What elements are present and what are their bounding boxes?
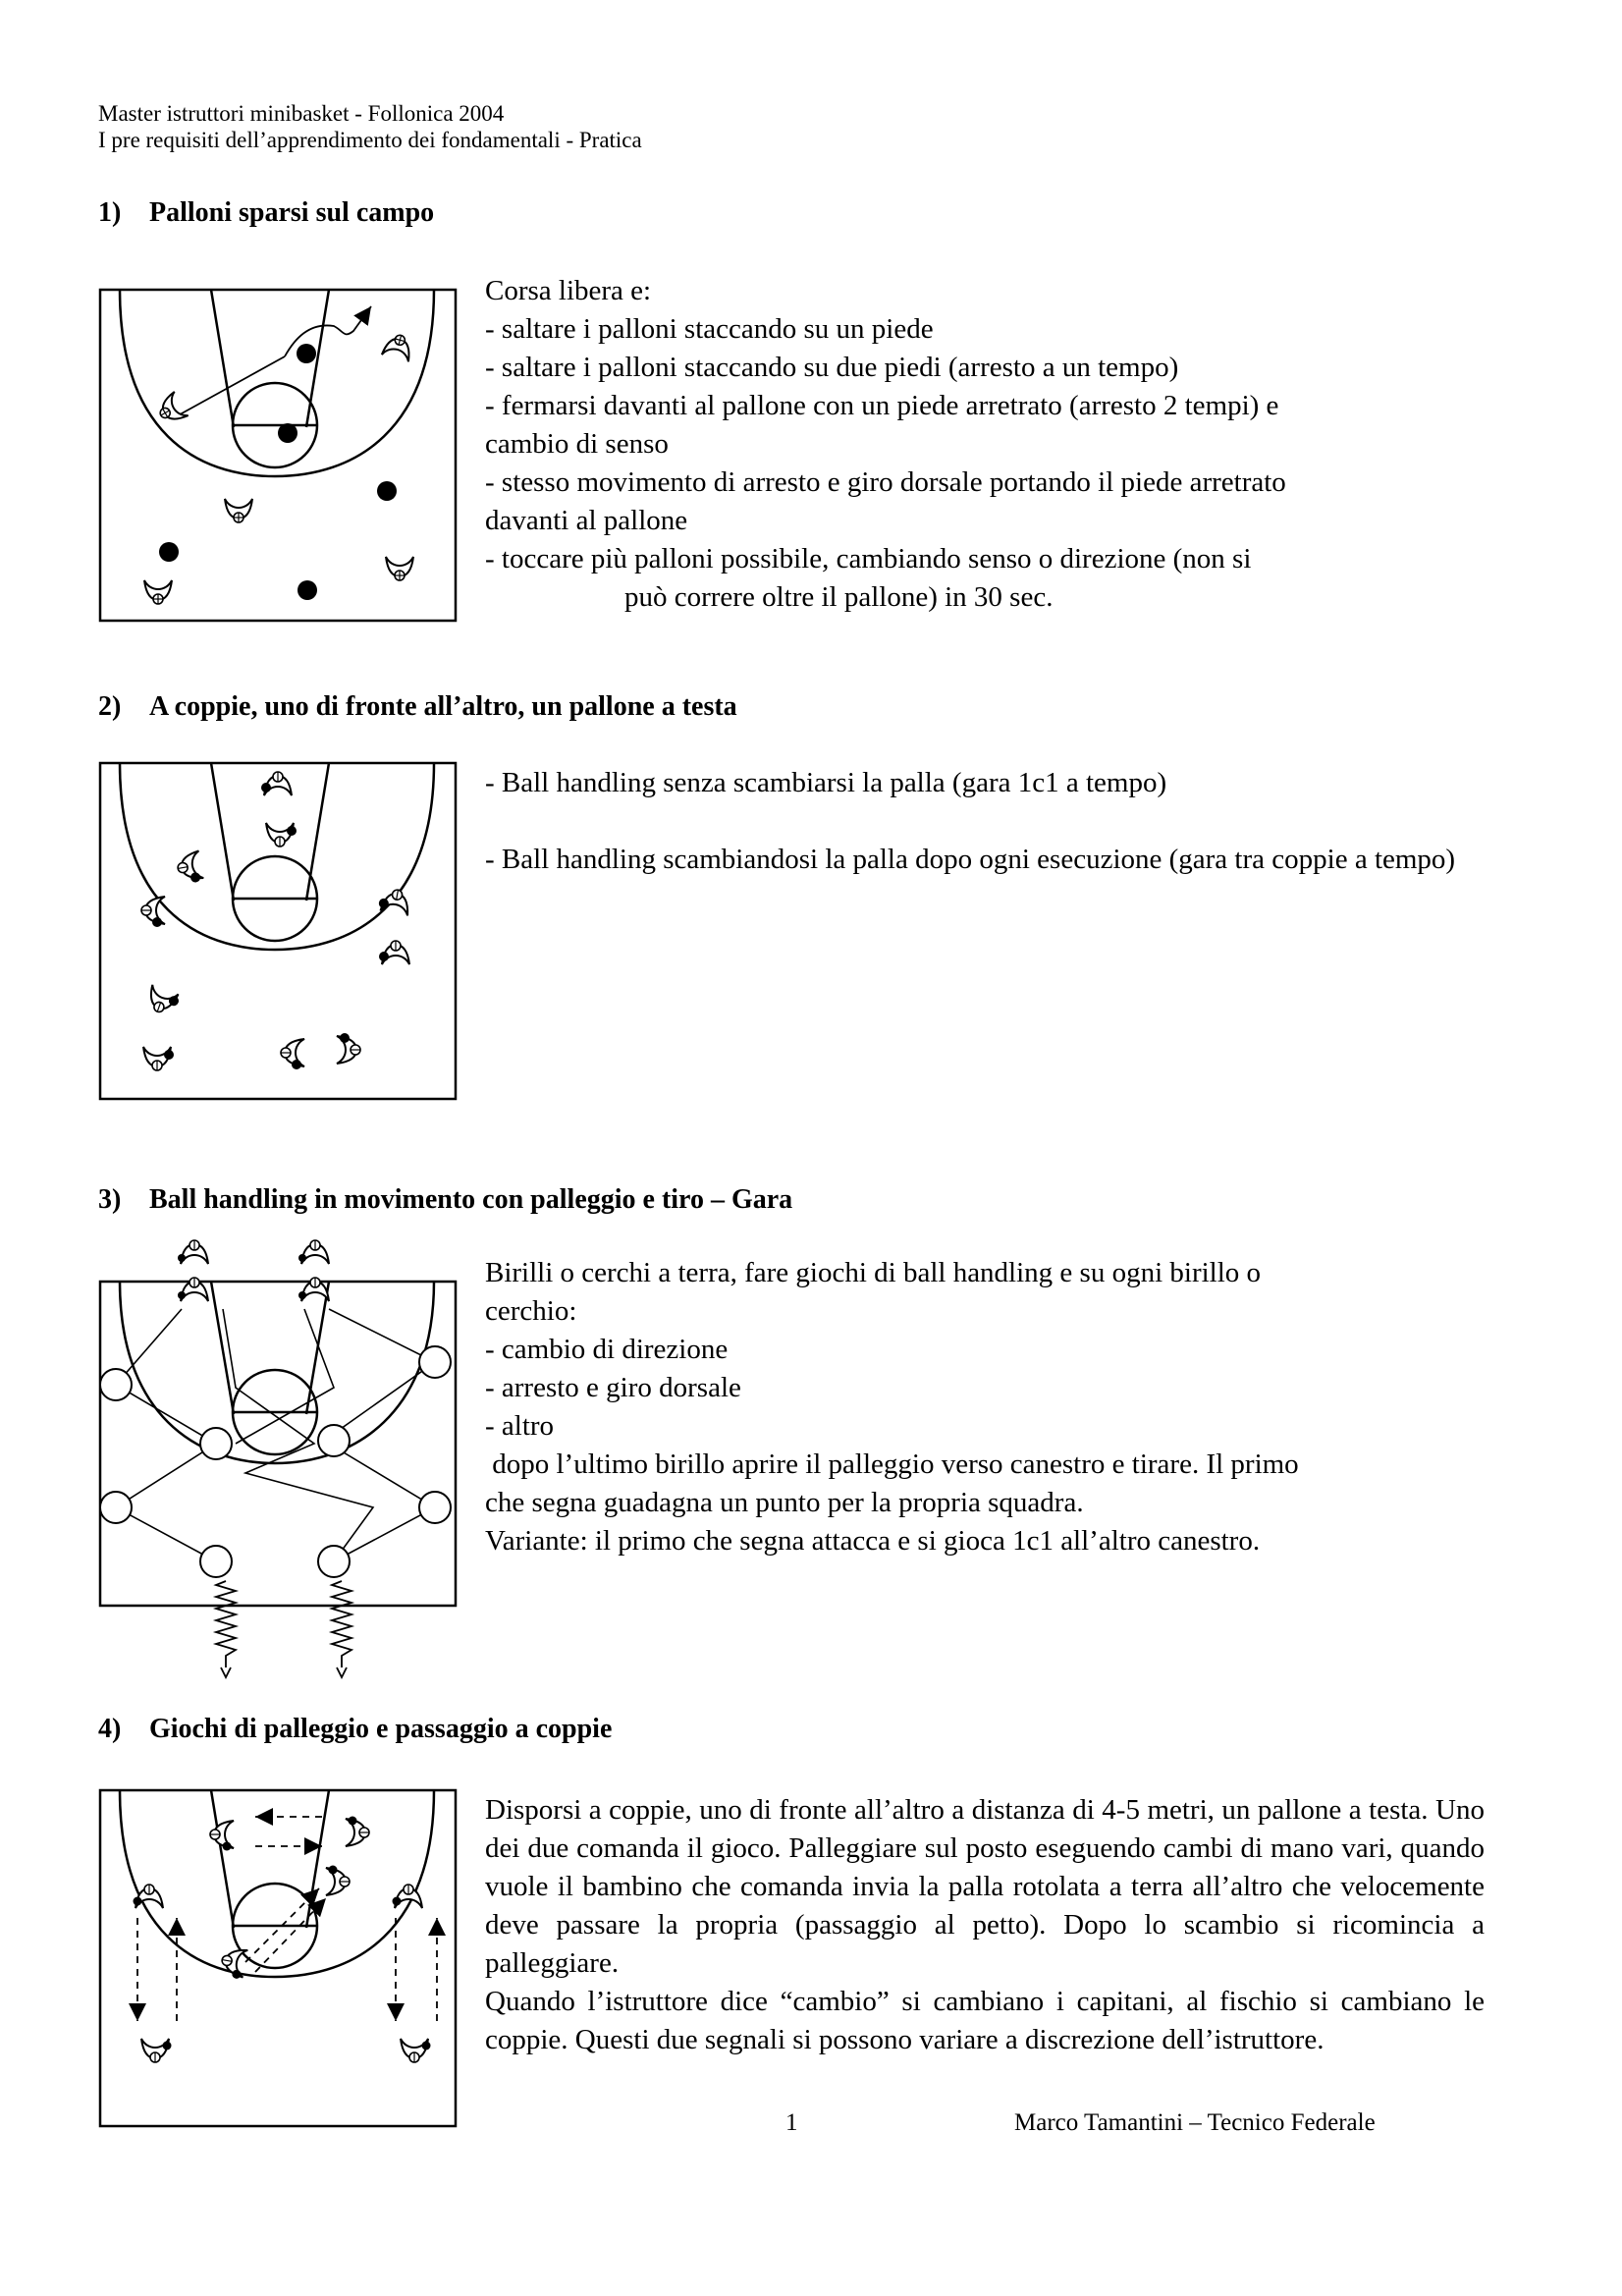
section-2-number: 2) <box>98 691 122 722</box>
section-2-paragraph-2: - Ball handling scambiandosi la palla dopo ogni esecuzione (gara tra coppie a tempo) <box>485 844 1456 875</box>
section-3-line-1: Birilli o cerchi a terra, fare giochi di ball handling e su ogni birillo o <box>485 1257 1262 1288</box>
diagram-1-court <box>98 285 461 624</box>
section-4-title: Giochi di palleggio e passaggio a coppie <box>149 1714 613 1744</box>
section-4-text <box>485 1791 1485 2059</box>
section-1-line-6: - stesso movimento di arresto e giro dorsale portando il piede arretrato <box>485 466 1286 498</box>
diagram-4-court <box>98 1785 461 2134</box>
section-3-line-6: dopo l’ultimo birillo aprire il palleggio verso canestro e tirare. Il primo <box>485 1449 1299 1480</box>
section-2-paragraph-1: - Ball handling senza scambiarsi la palla (gara 1c1 a tempo) <box>485 767 1167 798</box>
section-3-text <box>485 1254 1485 1560</box>
diagram-3-court <box>98 1232 461 1684</box>
section-1-number: 1) <box>98 197 122 228</box>
section-4-paragraph-2: Quando l’istruttore dice “cambio” si cambiano i capitani, al fischio si cambiano le coppie. Questi due segnali si possono variare a discrezione dell’istruttore. <box>485 1986 1485 2055</box>
diagram-2-court <box>98 758 461 1102</box>
section-3-line-2: cerchio: <box>485 1295 577 1327</box>
section-3-line-4: - arresto e giro dorsale <box>485 1372 741 1403</box>
header-line-2: I pre requisiti dell’apprendimento dei fondamentali - Pratica <box>98 128 642 152</box>
section-1-line-8: - toccare più palloni possibile, cambiando senso o direzione (non si <box>485 543 1252 574</box>
section-3-line-5: - altro <box>485 1410 555 1442</box>
section-4-number: 4) <box>98 1714 122 1744</box>
section-3-line-8: Variante: il primo che segna attacca e si gioca 1c1 all’altro canestro. <box>485 1525 1261 1557</box>
header-line-1: Master istruttori minibasket - Follonica 2004 <box>98 101 505 126</box>
section-3-number: 3) <box>98 1184 122 1215</box>
section-1-line-5: cambio di senso <box>485 428 669 460</box>
section-1-line-7: davanti al pallone <box>485 505 688 536</box>
section-4-heading <box>98 1714 612 1745</box>
section-3-heading <box>98 1184 792 1216</box>
section-2-title: A coppie, uno di fronte all’altro, un pallone a testa <box>149 691 737 722</box>
section-1-text <box>485 272 1485 617</box>
section-1-line-1: Corsa libera e: <box>485 275 652 306</box>
section-1-title: Palloni sparsi sul campo <box>149 197 435 228</box>
section-1-line-3: - saltare i palloni staccando su due piedi (arresto a un tempo) <box>485 352 1179 383</box>
section-1-line-9: può correre oltre il pallone) in 30 sec. <box>624 581 1054 613</box>
section-1-line-2: - saltare i palloni staccando su un piede <box>485 313 934 345</box>
section-3-line-7: che segna guadagna un punto per la propria squadra. <box>485 1487 1084 1518</box>
section-4-paragraph-1: Disporsi a coppie, uno di fronte all’altro a distanza di 4-5 metri, un pallone a testa. Uno dei due comanda il gioco. Palleggiare sul posto eseguendo cambi di mano vari, quando vuole il bambino che comanda invia la palla rotolata a terra all’altro che velocemente deve passare la propria (passaggio al petto). Dopo lo scambio si ricomincia a palleggiare. <box>485 1794 1485 1979</box>
section-2-heading <box>98 691 737 723</box>
footer-author: Marco Tamantini – Tecnico Federale <box>1014 2109 1376 2136</box>
section-3-title: Ball handling in movimento con palleggio e tiro – Gara <box>149 1184 793 1215</box>
section-3-line-3: - cambio di direzione <box>485 1334 729 1365</box>
section-1-line-4: - fermarsi davanti al pallone con un piede arretrato (arresto 2 tempi) e <box>485 390 1279 421</box>
page-number: 1 <box>785 2109 798 2136</box>
section-2-text <box>485 764 1485 879</box>
section-1-heading <box>98 197 434 229</box>
